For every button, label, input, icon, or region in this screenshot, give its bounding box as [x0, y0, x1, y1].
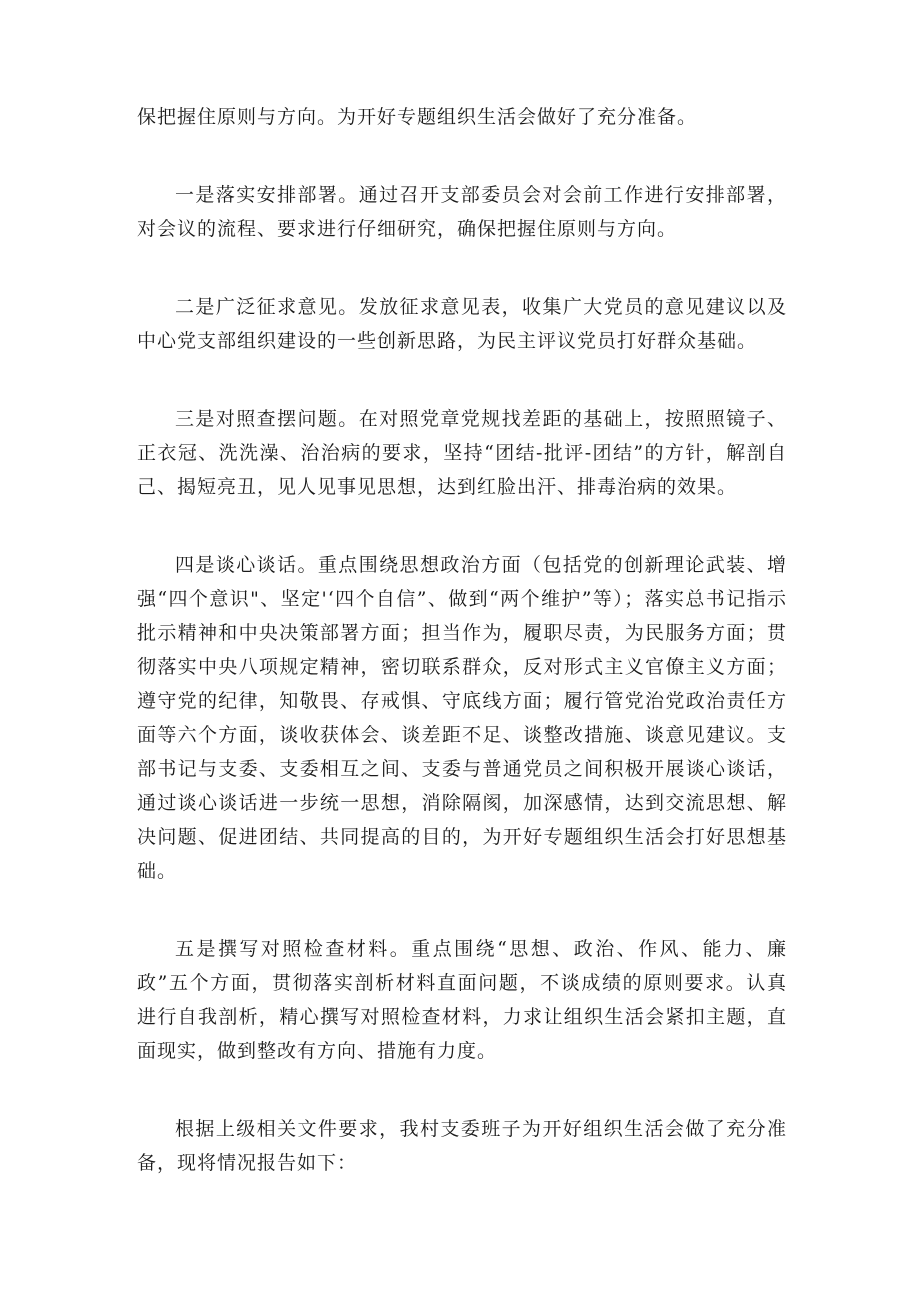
paragraph-heart-to-heart-talks: 四是谈心谈话。重点围绕思想政治方面（包括党的创新理论武装、增强“四个意识"、坚定'‘四个自信”、做到“两个维护”等）；落实总书记指示批示精神和中央决策部署方面；担当作为，履职尽责，为民服务方面；贯彻落实中央八项规定精神，密切联系群众，反对形式主义官僚主义方面；遵守党的纪律，知敬畏、存戒惧、守底线方面；履行管党治党政治责任方面等六个方面，谈收获体会、谈差距不足、谈整改措施、谈意见建议。支部书记与支委、支委相互之间、支委与普通党员之间积极开展谈心谈话，通过谈心谈话进一步统一思想，消除隔阂，加深感情，达到交流思想、解决问题、促进团结、共同提高的目的，为开好专题组织生活会打好思想基础。	[137, 554, 787, 882]
paragraph-check-problems: 三是对照查摆问题。在对照党章党规找差距的基础上，按照照镜子、正衣冠、洗洗澡、治治病的要求，坚持“团结-批评-团结”的方针，解剖自己、揭短亮丑，见人见事见思想，达到红脸出汗、排毒治病的效果。	[137, 408, 787, 498]
paragraph-continuation: 保把握住原则与方向。为开好专题组织生活会做好了充分准备。	[137, 106, 698, 128]
document-page	[137, 100, 787, 1224]
paragraph-write-materials: 五是撰写对照检查材料。重点围绕“思想、政治、作风、能力、廉政”五个方面，贯彻落实剖析材料直面问题，不谈成绩的原则要求。认真进行自我剖析，精心撰写对照检查材料，力求让组织生活会紧扣主题，直面现实，做到整改有方向、措施有力度。	[137, 938, 787, 1062]
paragraph-report-intro: 根据上级相关文件要求，我村支委班子为开好组织生活会做了充分准备，现将情况报告如下：	[137, 1118, 787, 1174]
paragraph-implement-arrangements: 一是落实安排部署。通过召开支部委员会对会前工作进行安排部署，对会议的流程、要求进行仔细研究，确保把握住原则与方向。	[137, 184, 787, 240]
paragraph-solicit-opinions: 二是广泛征求意见。发放征求意见表，收集广大党员的意见建议以及中心党支部组织建设的一些创新思路，为民主评议党员打好群众基础。	[137, 296, 787, 352]
